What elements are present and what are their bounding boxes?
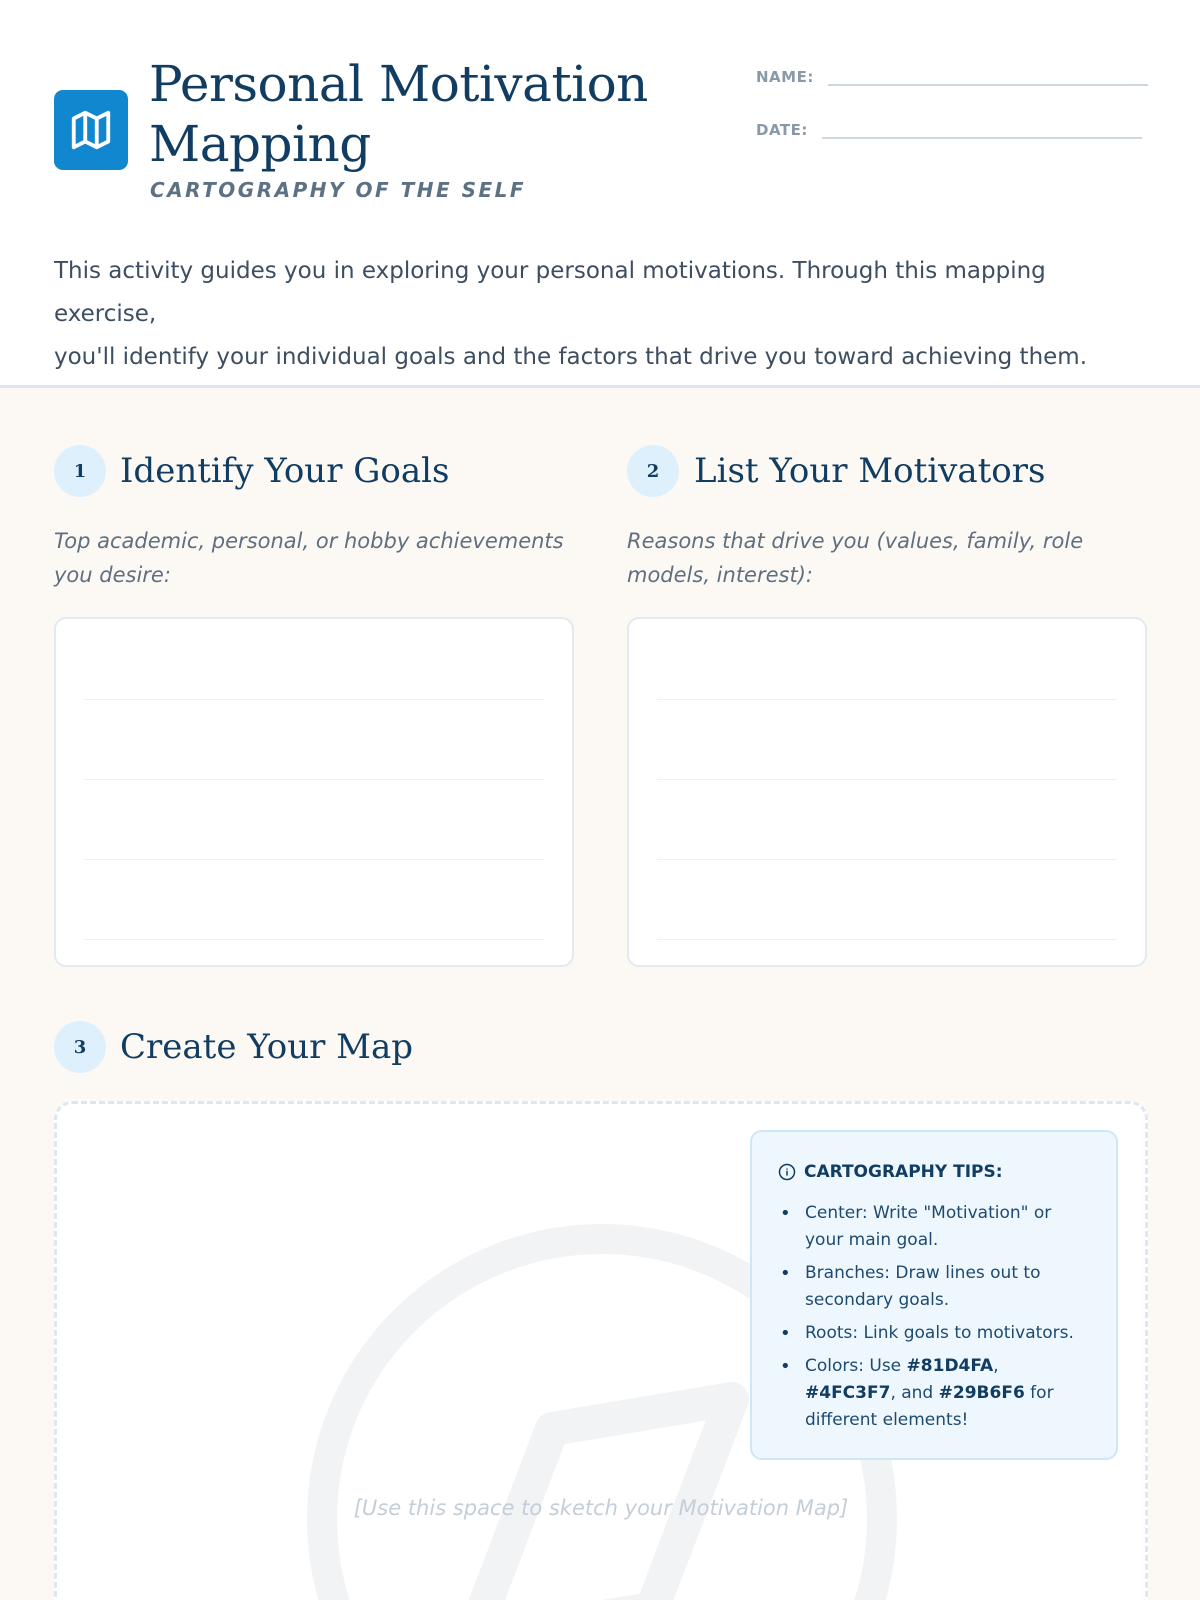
sketch-hint: [Use this space to sketch your Motivation Map]	[353, 1496, 849, 1520]
writing-line	[84, 699, 544, 700]
colors-suffix: for different elements!	[805, 1383, 1054, 1430]
writing-line	[84, 939, 544, 940]
page-title	[149, 54, 648, 174]
date-label: DATE:	[756, 121, 808, 139]
intro-paragraph	[54, 250, 1154, 379]
date-field	[756, 117, 1142, 139]
date-input-line[interactable]	[822, 117, 1142, 139]
step-1-badge: 1	[54, 445, 106, 497]
map-icon	[68, 107, 114, 153]
tip-item-branches: • Branches: Draw lines out to secondary goals.	[778, 1260, 1090, 1314]
name-field	[756, 64, 1148, 86]
step-2-title: List Your Motivators	[694, 451, 1046, 491]
step-1-description: Top academic, personal, or hobby achievements you desire:	[54, 529, 564, 587]
tips-list	[778, 1200, 1090, 1434]
step-3-badge: 3	[54, 1021, 106, 1073]
tip-item-roots: • Roots: Link goals to motivators.	[778, 1320, 1090, 1347]
step-2-badge: 2	[627, 445, 679, 497]
name-input-line[interactable]	[828, 64, 1148, 86]
intro-line-1: This activity guides you in exploring your personal motivations. Through this mapping exercise,	[54, 258, 1046, 327]
goals-writing-box[interactable]	[54, 617, 574, 967]
info-icon	[778, 1163, 796, 1181]
step-3-title: Create Your Map	[120, 1027, 414, 1067]
cartography-tips-panel	[750, 1130, 1118, 1460]
title-line-2: Mapping	[149, 115, 371, 173]
colors-sep-1: ,	[993, 1356, 999, 1376]
page-subtitle: CARTOGRAPHY OF THE SELF	[150, 178, 527, 202]
step-1-title: Identify Your Goals	[120, 451, 450, 491]
writing-line	[657, 779, 1117, 780]
tips-header	[778, 1162, 1090, 1182]
name-label: NAME:	[756, 68, 814, 86]
worksheet-header	[0, 0, 1200, 388]
writing-line	[657, 939, 1117, 940]
color-code-1: #81D4FA	[906, 1356, 994, 1376]
color-code-3: #29B6F6	[938, 1383, 1025, 1403]
motivators-writing-box[interactable]	[627, 617, 1147, 967]
writing-line	[84, 779, 544, 780]
intro-line-2: you'll identify your individual goals and the factors that drive you toward achieving them.	[54, 344, 1088, 370]
tip-item-center: • Center: Write "Motivation" or your main goal.	[778, 1200, 1090, 1254]
color-code-2: #4FC3F7	[805, 1383, 891, 1403]
colors-sep-2: , and	[890, 1383, 939, 1403]
writing-line	[84, 859, 544, 860]
tips-title: CARTOGRAPHY TIPS:	[804, 1162, 1003, 1182]
colors-prefix: Colors: Use	[805, 1356, 907, 1376]
title-line-1: Personal Motivation	[149, 55, 648, 113]
writing-line	[657, 699, 1117, 700]
writing-line	[657, 859, 1117, 860]
tip-item-colors	[778, 1353, 1090, 1434]
step-2-description: Reasons that drive you (values, family, role models, interest):	[627, 529, 1084, 587]
logo	[54, 90, 128, 170]
